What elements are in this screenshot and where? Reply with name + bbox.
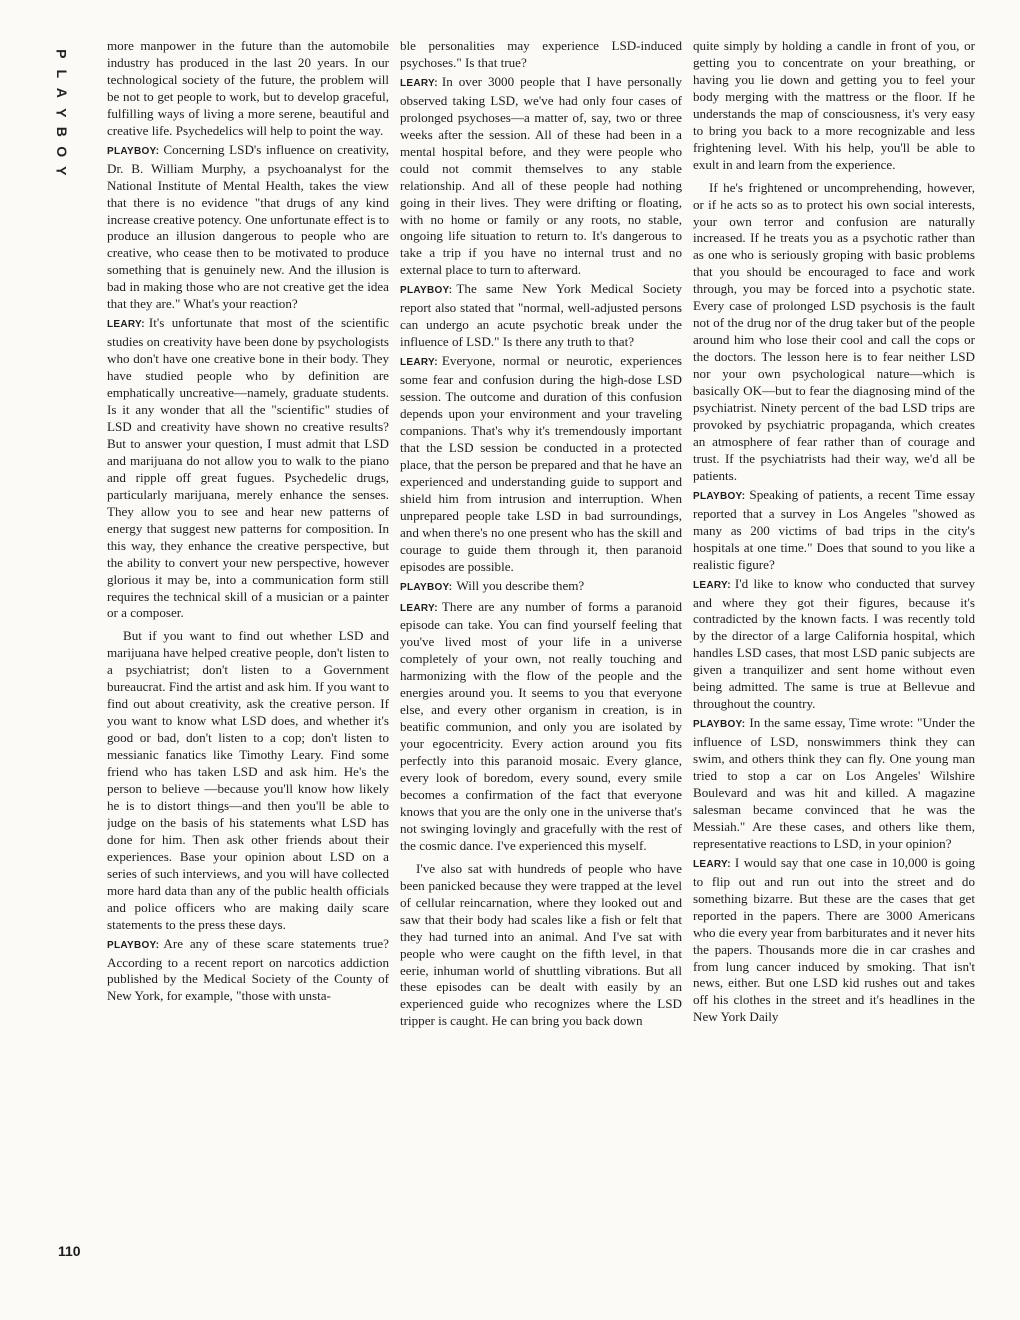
paragraph-text: If he's frightened or uncomprehending, however, or if he acts so as to protect his own social interests, your own terror and confusion are naturally increased. If he treats you as a psychotic rather than as one who is seriously groping with basic problems that you should be encouraged to face and work through, you may be forced into a psychotic state. Every case of prolonged LSD psychosis is the fault not of the drug nor of the drug taker but of the people around him who lose their cool and call the cops or the doctors. The lesson here is to fear neither LSD nor your own psychological nature—which is basically OK—but to fear the diagnosing mind of the psychiatrist. Ninety percent of the bad LSD trips are provoked by psychiatric propaganda, which creates an atmosphere of fear rather than of courage and trust. If the psychiatrists had their way, we'd all be patients. [693, 179, 975, 483]
body-paragraph [400, 861, 682, 1031]
body-paragraph [693, 38, 975, 174]
text-column-3 [693, 38, 975, 1278]
paragraph-text: quite simply by holding a candle in front of you, or getting you to concentrate on your breathing, or having you lie down and getting you to feel your body merging with the mattress or the floor. If he understands the map of consciousness, it's very easy to bring you back to a more recognizable and less frightening level. With his help, you'll be able to exult in and learn from the experience. [693, 38, 975, 172]
speaker-label: PLAYBOY: [107, 145, 160, 157]
speaker-label: LEARY: [400, 357, 438, 369]
paragraph-text: I've also sat with hundreds of people who have been panicked because they were trapped at the level of cellular reincarnation, where they looked out and saw that their body had scales like a fish or felt that they had turned into an animal. And I've sat with people who were caught on the fifth level, in that eerie, inhuman world of shuttling vibrations. But all these episodes can be dealt with easily by an experienced guide who recognizes where the LSD tripper is caught. He can bring you back down [400, 860, 682, 1029]
interview-paragraph [693, 576, 975, 714]
paragraph-text: In over 3000 people that I have personally observed taking LSD, we've had only four cases of prolonged psychoses—a matter of, say, two or three weeks after the session. All of these had been in a mental hospital before, and they were people who could not commit themselves to any stable relationship. And all of these people had nothing going in their lives. They were drifting or floating, with no home or family or any roots, no stable, ongoing life situation to return to. It's dangerous to take a trip if you have no internal trust and no external place to turn to afterward. [400, 73, 682, 278]
interview-paragraph [400, 281, 682, 351]
paragraph-text: But if you want to find out whether LSD and marijuana have helped creative people, don't listen to a psychiatrist; don't listen to a Government bureaucrat. Find the artist and ask him. If you want to find out about creativity, ask the creative person. If you want to know what LSD does, and whether it's good or bad, don't listen to a cop; don't listen to messianic fanatics like Timothy Leary. Find some friend who has taken LSD and ask him. He's the person to believe —because you'll know how likely he is to distort things—and then you'll be able to judge on the basis of his statements what LSD has done for him. Then ask other friends about their experiences. Base your opinion about LSD on a series of such interviews, and you will have collected more hard data than any of the public health officials and police officers who are making daily scare statements to the press these days. [107, 628, 389, 932]
interview-paragraph [693, 855, 975, 1027]
interview-paragraph [400, 74, 682, 279]
interview-paragraph [693, 715, 975, 853]
masthead-playboy [50, 44, 72, 181]
page-number: 110 [58, 1243, 81, 1259]
paragraph-text: There are any number of forms a paranoid episode can take. You can find yourself feeling that you've lived most of your life in a universe completely of your own, not really touching and harmonizing with the flow of the people and the energies around you. It seems to you that everyone else, and every other organism in creation, is in beatific communion, and only you are isolated by your egocentricity. Every action around you fits perfectly into this paranoid mosaic. Every glance, every look of boredom, every sound, every smile becomes a confirmation of the fact that everyone knows that you are the only one in the universe that's not swinging lovingly and gracefully with the rest of the cosmic dance. I've experienced this myself. [400, 598, 682, 853]
speaker-label: PLAYBOY: [693, 490, 746, 502]
masthead-letter: Y [53, 107, 70, 117]
interview-paragraph [400, 353, 682, 575]
text-column-2 [400, 38, 682, 1278]
speaker-label: LEARY: [400, 77, 438, 89]
paragraph-text: more manpower in the future than the automobile industry has produced in the last 20 years. In our technological society of the future, the problem will be not to get people to work, but to develop graceful, fulfilling ways of living a more serene, beautiful and creative life. Psychedelics will help to point the way. [107, 38, 389, 138]
body-paragraph [107, 38, 389, 140]
paragraph-text: Are any of these scare statements true? According to a recent report on narcotics addiction published by the Medical Society of the County of New York, for example, "those with unsta- [107, 935, 389, 1004]
paragraph-text: Speaking of patients, a recent Time essay reported that a survey in Los Angeles "showed as many as 200 victims of bad trips in the city's hospitals at one time." Does that sound to you like a realistic figure? [693, 486, 975, 572]
speaker-label: PLAYBOY: [400, 581, 453, 593]
speaker-label: PLAYBOY: [693, 719, 746, 731]
interview-paragraph [400, 578, 682, 597]
masthead-letter: A [53, 87, 70, 98]
interview-paragraph [107, 142, 389, 314]
paragraph-text: ble personalities may experience LSD-induced psychoses." Is that true? [400, 38, 682, 70]
body-paragraph [693, 180, 975, 485]
speaker-label: LEARY: [693, 858, 731, 870]
interview-paragraph [693, 487, 975, 574]
masthead-letter: P [53, 49, 70, 59]
masthead-letter: B [53, 126, 70, 137]
masthead-letter: L [53, 68, 70, 78]
speaker-label: LEARY: [400, 602, 438, 614]
speaker-label: PLAYBOY: [107, 939, 160, 951]
paragraph-text: The same New York Medical Society report also stated that "normal, well-adjusted persons can undergo an acute psychotic break under the influence of LSD." Is there any truth to that? [400, 281, 682, 350]
interview-paragraph [107, 315, 389, 622]
paragraph-text: Concerning LSD's influence on creativity, Dr. B. William Murphy, a psychoanalyst for the National Institute of Mental Health, takes the view that there is no evidence "that drugs of any kind increase creative potency. One unfortunate effect is to produce an illusion dangerous to people who are creative, who cease then to be motivated to produce something that is genuinely new. And the illusion is bad in making those who are not creative get the idea that they are." What's your reaction? [107, 141, 389, 312]
speaker-label: LEARY: [107, 319, 145, 331]
paragraph-text: Will you describe them? [456, 577, 585, 593]
paragraph-text: I would say that one case in 10,000 is going to flip out and run out into the street and do something bizarre. But these are the cases that get reported in the papers. There are 3000 Americans who die every year from barbiturates and it never hits the papers. Thousands more die in car crashes and from lung cancer induced by smoking. That isn't news, either. But one LSD kid rushes out and takes off his clothes in the street and it's headlines in the New York Daily [693, 854, 975, 1025]
body-paragraph [400, 38, 682, 72]
speaker-label: PLAYBOY: [400, 285, 453, 297]
body-paragraph [107, 628, 389, 933]
interview-paragraph [400, 599, 682, 855]
text-column-1 [107, 38, 389, 1278]
paragraph-text: In the same essay, Time wrote: "Under the influence of LSD, nonswimmers think they can swim, and others think they can fly. One young man tried to stop a car on Los Angeles' Wilshire Boulevard and was hit and killed. A magazine salesman became convinced that he was the Messiah." Are these cases, and others like them, representative reactions to LSD, in your opinion? [693, 715, 975, 851]
masthead-letter: O [53, 145, 70, 157]
paragraph-text: It's unfortunate that most of the scientific studies on creativity have been done by psychologists who don't have one creative bone in their body. They have studied people who by definition are emphatically uncreative—namely, graduate students. Is it any wonder that all the "scientific" studies of LSD and creativity have shown no creative results? But to answer your question, I must admit that LSD and marijuana do not allow you to walk to the piano and ripple off great fugues. Psychedelic drugs, particularly marijuana, merely enhance the senses. They allow you to see and hear new patterns of energy that suggest new patterns for composition. In this way, they enhance the creative perspective, but the ability to convert your new perspective, however glorious it may be, into a communication form still requires the technical skill of a musician or a painter or a composer. [107, 315, 389, 621]
interview-paragraph [107, 936, 389, 1006]
paragraph-text: I'd like to know who conducted that survey and where they got their figures, because it's contradicted by the known facts. I was recently told by the director of a large California hospital, which handles LSD cases, that most LSD panic subjects are given a tranquilizer and sent home without even being admitted. The same is true at Bellevue and throughout the country. [693, 575, 975, 712]
speaker-label: LEARY: [693, 579, 731, 591]
paragraph-text: Everyone, normal or neurotic, experiences some fear and confusion during the high-dose LSD session. The outcome and duration of this confusion depends upon your environment and your traveling companions. That's why it's tremendously important that the LSD session be conducted in a protected place, that the person be prepared and that he have an experienced and understanding guide to support and shield him from intrusion and interruption. When unprepared people take LSD in bad surroundings, and when there's no one present who has the skill and courage to guide them through it, then paranoid episodes are possible. [400, 353, 682, 574]
masthead-letter: Y [53, 166, 70, 176]
